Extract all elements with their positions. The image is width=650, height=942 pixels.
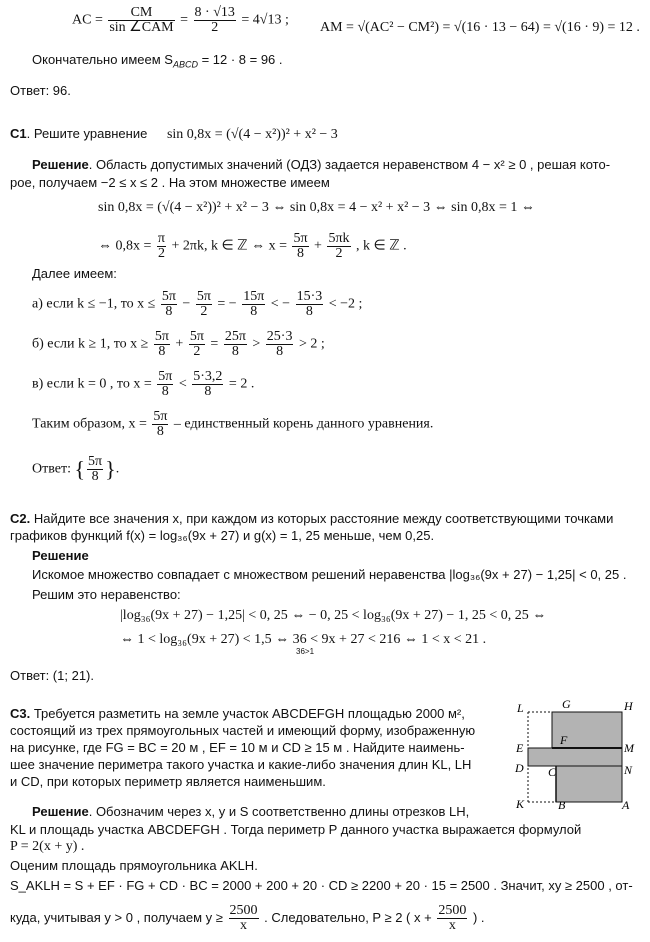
c2-prompt-1 xyxy=(10,511,613,527)
c1-chain-2 xyxy=(98,232,407,261)
chain2-f2-num: 5π xyxy=(293,231,308,246)
chain2-f3-den: 2 xyxy=(335,246,343,261)
c2-line-4: ⇔ 1 < log₃₆(9x + 27) < 1,5 ⇔ 36 < 9x + 27 < 216 ⇔ 1 < x < 21 . xyxy=(120,632,487,647)
case-b-tail: > 2 ; xyxy=(298,336,325,352)
fig-label-l: L xyxy=(517,701,524,715)
case-c-tail: = 2 . xyxy=(228,376,255,392)
ac-frac-2-den: 2 xyxy=(211,20,219,35)
case-c-f1-den: 8 xyxy=(161,384,169,399)
c2-line-3: |log₃₆(9x + 27) − 1,25| < 0, 25 ⇔ − 0, 25 < log₃₆(9x + 27) − 1, 25 < 0, 25 ⇔ xyxy=(120,608,547,623)
c1-solution-text: . Область допустимых значений (ОДЗ) задается неравенством 4 − x² ≥ 0 , решая кото- xyxy=(88,157,611,172)
case-b-f3-num: 25π xyxy=(224,329,246,344)
c1-answer-frac xyxy=(87,455,103,484)
ac-frac-1-den: sin ∠CAM xyxy=(109,20,174,35)
thus-head: Таким образом, x = xyxy=(32,416,147,432)
fig-label-b: B xyxy=(558,798,566,810)
case-a-eq: = − xyxy=(217,296,237,312)
thus-tail: – единственный корень данного уравнения. xyxy=(173,416,434,432)
c3-solution-3: P = 2(x + y) . xyxy=(10,839,85,854)
case-b-f1-den: 8 xyxy=(158,344,166,359)
ac-frac-2 xyxy=(194,6,236,35)
c1-equation: sin 0,8x = (√(4 − x²))² + x² − 3 xyxy=(166,127,338,142)
ac-eq: = xyxy=(180,12,189,28)
case-a-f1-den: 8 xyxy=(165,304,173,319)
c3-p2: состоящий из трех прямоугольных частей и имеющий форму, изображенную xyxy=(10,723,476,738)
c3-s6-f1-den: x xyxy=(240,918,248,933)
case-b-f3 xyxy=(224,330,247,359)
ac-frac-2-num: 8 · √13 xyxy=(194,5,235,20)
c2-label: С2. xyxy=(10,511,31,526)
chain2-f2-den: 8 xyxy=(297,246,304,261)
c3-figure-svg xyxy=(512,698,642,810)
c1-heading xyxy=(10,126,338,143)
c1-solution-label: Решение xyxy=(32,157,89,172)
c3-p1 xyxy=(10,706,465,722)
ac-tail: = 4√13 ; xyxy=(241,12,289,28)
c3-s6-f2 xyxy=(437,904,467,933)
c2-line-1: Искомое множество совпадает с множеством решений неравенства |log₃₆(9x + 27) − 1,25| < 0, 25 . xyxy=(32,567,627,582)
case-a-f2-num: 5π xyxy=(196,289,211,304)
chain2-f2 xyxy=(292,232,308,261)
chain2-d: , k ∈ ℤ . xyxy=(356,238,407,254)
final-sub: ABCD xyxy=(172,59,198,70)
case-b-f2-num: 5π xyxy=(189,329,204,344)
chain2-b: + 2πk, k ∈ ℤ ⇔ x = xyxy=(171,238,287,254)
thus-frac xyxy=(152,410,168,439)
ac-frac-1 xyxy=(108,6,174,35)
c3-p5: и CD, при которых периметр является наименьшим. xyxy=(10,774,326,789)
case-a-f2 xyxy=(196,290,212,319)
c2-prompt-2: графиков функций f(x) = log₃₆(9x + 27) и g(x) = 1, 25 меньше, чем 0,25. xyxy=(10,528,435,543)
fig-label-f: F xyxy=(560,733,568,747)
case-a-head: а) если k ≤ −1, то x ≤ xyxy=(32,296,156,312)
c1-solution-line-2: рое, получаем −2 ≤ x ≤ 2 . На этом множестве имеем xyxy=(10,175,330,190)
c3-s6-a: куда, учитывая y > 0 , получаем y ≥ xyxy=(10,909,223,925)
case-b-f4-num: 25·3 xyxy=(266,329,293,344)
fig-label-n: N xyxy=(624,763,633,777)
case-c-f2 xyxy=(192,370,223,399)
case-b-plus: + xyxy=(175,336,184,352)
chain2-f3-num: 5πk xyxy=(328,231,350,246)
case-c-f1 xyxy=(157,370,173,399)
c3-s1: . Обозначим через x, y и S соответственно длины отрезков LH, xyxy=(88,804,470,819)
case-b-f4 xyxy=(266,330,294,359)
chain2-f1-den: 2 xyxy=(157,246,165,261)
fig-label-d: D xyxy=(515,761,524,775)
c3-p3: на рисунке, где FG = BC = 20 м , EF = 10 м и CD ≥ 15 м . Найдите наимень- xyxy=(10,740,465,755)
c1-answer-den: 8 xyxy=(91,469,99,484)
c1-answer-num: 5π xyxy=(88,454,103,469)
fig-label-k: K xyxy=(516,797,525,810)
case-a-f4-den: 8 xyxy=(305,304,313,319)
c1-chain-1: sin 0,8x = (√(4 − x²))² + x² − 3 ⇔ sin 0,8x = 4 − x² + x² − 3 ⇔ sin 0,8x = 1 ⇔ xyxy=(98,200,535,215)
c2-prompt1: Найдите все значения x, при каждом из которых расстояние между соответствующими точками xyxy=(30,511,614,526)
final-line xyxy=(32,52,283,73)
case-c-f1-num: 5π xyxy=(158,369,173,384)
ac-formula xyxy=(72,6,289,35)
c3-figure xyxy=(512,698,642,810)
c1-thus xyxy=(32,410,433,439)
c1-answer: Ответ: { $\frac{5\pi}{8}$ }. xyxy=(32,454,120,484)
ac-frac-1-num: CM xyxy=(108,6,174,21)
chain2-a: ⇔ 0,8x = xyxy=(98,238,152,254)
case-c-head: в) если k = 0 , то x = xyxy=(32,376,152,392)
case-b-f4-den: 8 xyxy=(276,344,284,359)
chain2-f3 xyxy=(327,232,350,261)
case-a-f3-num: 15π xyxy=(243,289,265,304)
c3-p1-text: Требуется разметить на земле участок ABCDEFGH площадью 2000 м², xyxy=(30,706,465,721)
fig-label-e: E xyxy=(516,741,524,755)
fig-label-a: A xyxy=(622,798,630,810)
fig-label-g: G xyxy=(562,698,571,711)
case-b-f2 xyxy=(189,330,205,359)
c3-solution-5: S_AKLH = S + EF · FG + CD · BC = 2000 + 200 + 20 · CD ≥ 2200 + 20 · 15 = 2500 . Значит, xy ≥ 2500 , от- xyxy=(10,878,633,893)
case-c-lt: < xyxy=(178,376,187,392)
final-tail: = 12 · 8 = 96 . xyxy=(197,52,283,67)
case-a-tail: < −2 ; xyxy=(328,296,363,312)
case-b-f3-den: 8 xyxy=(231,344,239,359)
case-b-gt: > xyxy=(252,336,261,352)
c1-answer-label: Ответ: xyxy=(32,461,71,477)
c2-solution-label: Решение xyxy=(32,548,89,563)
fig-label-m: M xyxy=(624,741,634,755)
c1-case-a xyxy=(32,290,362,319)
c1-prompt: . Решите уравнение xyxy=(26,126,148,141)
c1-case-b xyxy=(32,330,325,359)
c3-solution-label: Решение xyxy=(32,804,89,819)
case-c-f2-num: 5·3,2 xyxy=(193,369,223,384)
c3-s6-f2-den: x xyxy=(448,918,456,933)
fig-label-h: H xyxy=(624,699,633,713)
c3-solution-1 xyxy=(32,804,469,820)
c3-solution-4: Оценим площадь прямоугольника AKLH. xyxy=(10,858,258,873)
ac-lhs: AC = xyxy=(72,12,103,28)
case-a-minus: − xyxy=(182,296,191,312)
chain2-f1 xyxy=(157,232,166,261)
case-a-f1 xyxy=(161,290,177,319)
chain2-f1-num: π xyxy=(157,231,165,246)
case-a-f3-den: 8 xyxy=(250,304,258,319)
c1-case-c xyxy=(32,370,254,399)
chain2-c: + xyxy=(314,238,322,254)
c3-s6-c: ) . xyxy=(472,909,485,925)
case-a-f2-den: 2 xyxy=(200,304,208,319)
case-b-eq: = xyxy=(210,336,219,352)
c1-label: С1 xyxy=(10,126,27,141)
c3-s6-f1-num: 2500 xyxy=(229,903,258,918)
case-a-f4-num: 15·3 xyxy=(296,289,323,304)
case-a-f3 xyxy=(242,290,265,319)
c3-s6-f1 xyxy=(229,904,259,933)
c3-label: С3. xyxy=(10,706,31,721)
case-a-f4 xyxy=(296,290,324,319)
c3-s6-b: . Следовательно, P ≥ 2 ( x + xyxy=(264,909,432,925)
c3-s6-f2-num: 2500 xyxy=(438,903,467,918)
final-text: Окончательно имеем S xyxy=(32,52,173,67)
c1-further: Далее имеем: xyxy=(32,266,117,281)
thus-frac-num: 5π xyxy=(153,409,168,424)
c2-answer: Ответ: (1; 21). xyxy=(10,668,94,683)
case-a-lt: < − xyxy=(270,296,291,312)
c3-solution-6 xyxy=(10,904,485,933)
case-b-head: б) если k ≥ 1, то x ≥ xyxy=(32,336,149,352)
c3-p4: шее значение периметра такого участка и какие-либо значения длин KL, LH xyxy=(10,757,472,772)
case-c-f2-den: 8 xyxy=(204,384,212,399)
answer-96: Ответ: 96. xyxy=(10,83,71,98)
thus-frac-den: 8 xyxy=(156,424,164,439)
case-b-f1 xyxy=(154,330,170,359)
c2-line-2: Решим это неравенство: xyxy=(32,587,181,602)
case-b-f1-num: 5π xyxy=(154,329,169,344)
case-b-f2-den: 2 xyxy=(193,344,201,359)
c2-line-4-under: 36>1 xyxy=(296,647,315,656)
fig-label-c: C xyxy=(548,765,557,779)
case-a-f1-num: 5π xyxy=(161,289,176,304)
am-formula: AM = √(AC² − CM²) = √(16 · 13 − 64) = √(16 · 9) = 12 . xyxy=(320,20,640,35)
c3-solution-2: KL и площадь участка ABCDEFGH . Тогда периметр P данного участка выражается формулой xyxy=(10,822,582,837)
c1-solution-line-1 xyxy=(32,157,610,173)
